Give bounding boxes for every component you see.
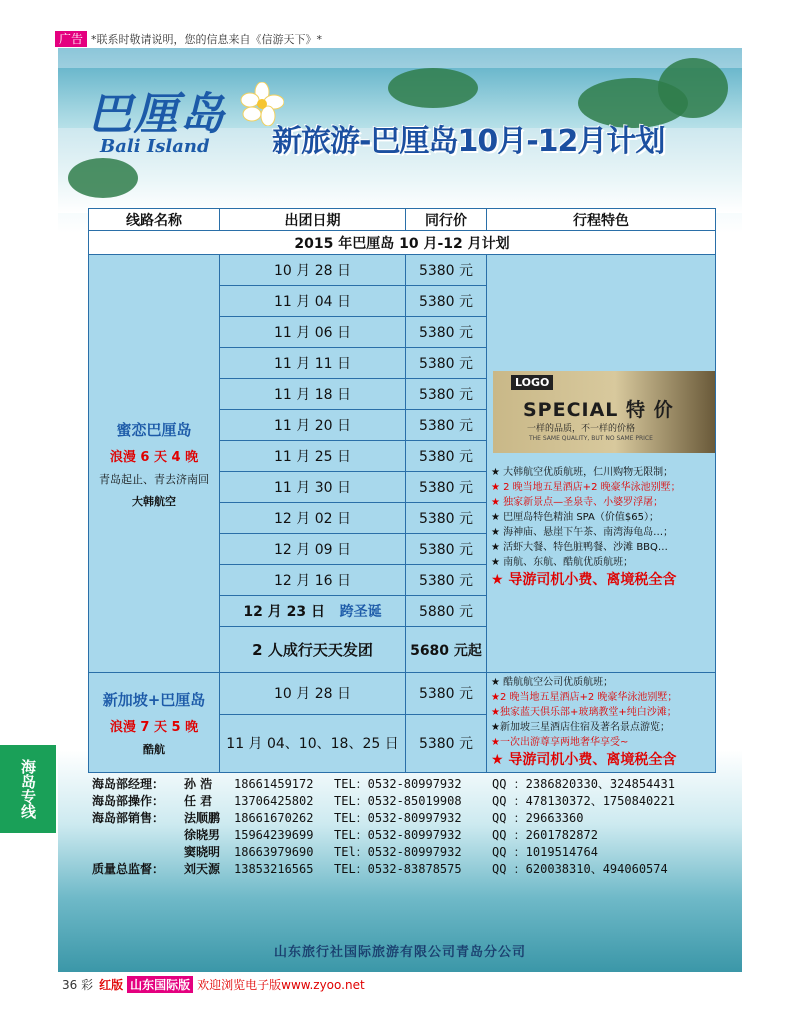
- contact-mobile: 18661670262: [234, 811, 314, 825]
- route-name: 蜜恋巴厘岛: [116, 420, 192, 439]
- tour-price: 5380 元: [406, 472, 487, 503]
- tour-price: 5380 元: [406, 348, 487, 379]
- tour-date: 12 月 16 日: [220, 565, 406, 596]
- feature-highlight: ★ 导游司机小费、离境税全含: [491, 752, 677, 768]
- christmas-label: 跨圣诞: [339, 604, 382, 620]
- palm-tree-icon: [388, 68, 478, 108]
- contact-tel: TEL：0532-80997932: [334, 828, 462, 842]
- tour-price: 5380 元: [406, 714, 487, 772]
- contact-qq: QQ ：2601782872: [492, 828, 598, 842]
- route-cell-singapore: [89, 673, 220, 773]
- feature-item: ★ 2 晚当地五星酒店+2 晚豪华泳池别墅；: [491, 482, 681, 493]
- contact-tel: TEL：0532-83878575: [334, 862, 462, 876]
- contact-row: [92, 844, 712, 861]
- special-slogan: 一样的品质，不一样的价格: [527, 424, 636, 434]
- contact-qq: QQ ：29663360: [492, 811, 584, 825]
- contact-role: [92, 827, 184, 844]
- ad-note: *联系时敬请说明，您的信息来自《信游天下》*: [91, 33, 323, 46]
- tour-date-christmas: [220, 596, 406, 627]
- feature-list: [491, 675, 711, 770]
- contact-qq: QQ ：1019514764: [492, 845, 598, 859]
- contact-row: [92, 827, 712, 844]
- tour-price: 5380 元: [406, 286, 487, 317]
- table-row: [89, 673, 716, 715]
- tour-price: 5380 元: [406, 410, 487, 441]
- palm-tree-icon: [658, 58, 728, 118]
- feature-item: ★一次出游尊享两地奢华享受~: [491, 737, 629, 748]
- contact-name: 任 君: [184, 794, 213, 808]
- contact-role: 海岛部操作：: [92, 794, 165, 808]
- contact-tel: TEl：0532-80997932: [334, 845, 462, 859]
- contact-mobile: 18663979690: [234, 845, 314, 859]
- feature-item: ★独家蓝天俱乐部+玻璃教堂+纯白沙滩；: [491, 707, 677, 718]
- contact-mobile: 13853216565: [234, 862, 314, 876]
- route-cell-bali: [89, 255, 220, 673]
- page-title: 新旅游-巴厘岛10月-12月计划: [272, 124, 665, 159]
- contact-role: 海岛部经理：: [92, 777, 165, 791]
- contact-qq: QQ ：620038310、494060574: [492, 862, 668, 876]
- plan-title: 2015 年巴厘岛 10 月-12 月计划: [89, 231, 716, 255]
- col-price: 同行价: [406, 209, 487, 231]
- contact-row: [92, 776, 712, 793]
- page-footer: [62, 976, 365, 993]
- tour-price: 5380 元: [406, 317, 487, 348]
- contact-tel: TEL：0532-80997932: [334, 811, 462, 825]
- contact-list: [92, 776, 712, 878]
- ad-tag: 广告: [55, 31, 87, 47]
- route-departure: 青岛起止、青去济南回: [99, 472, 209, 486]
- tour-date: 10 月 28 日: [220, 255, 406, 286]
- logo-en: Bali Island: [100, 136, 210, 157]
- feature-item: ★新加坡三星酒店住宿及著名景点游览；: [491, 722, 670, 733]
- tour-date: 11 月 06 日: [220, 317, 406, 348]
- tour-date: 11 月 20 日: [220, 410, 406, 441]
- route-duration: 浪漫 7 天 5 晚: [109, 719, 199, 735]
- contact-name: 窦晓明: [184, 845, 221, 859]
- special-price-banner: [493, 371, 715, 453]
- contact-role: 质量总监督：: [92, 862, 165, 876]
- contact-row: [92, 810, 712, 827]
- col-route: 线路名称: [89, 209, 220, 231]
- tour-price: 5380 元: [406, 534, 487, 565]
- contact-name: 徐晓男: [184, 828, 221, 842]
- tour-date: 12 月 02 日: [220, 503, 406, 534]
- group-price: 5680 元起: [406, 627, 487, 673]
- special-slogan-en: THE SAME QUALITY, BUT NO SAME PRICE: [529, 435, 653, 442]
- tour-date: 12 月 23 日: [243, 604, 325, 620]
- contact-tel: TEL：0532-80997932: [334, 777, 462, 791]
- tour-price: 5380 元: [406, 379, 487, 410]
- tour-date: 11 月 04、10、18、25 日: [220, 714, 406, 772]
- tour-price: 5380 元: [406, 673, 487, 715]
- tour-price: 5380 元: [406, 565, 487, 596]
- feature-item: ★ 巴厘岛特色精油 SPA（价值$65）；: [491, 512, 659, 523]
- feature-item: ★2 晚当地五星酒店+2 晚豪华泳池别墅；: [491, 692, 678, 703]
- contact-mobile: 13706425802: [234, 794, 314, 808]
- route-airline: 酷航: [143, 742, 165, 756]
- tour-price: 5380 元: [406, 255, 487, 286]
- special-title: SPECIAL 特 价: [523, 399, 674, 421]
- tour-date: 12 月 09 日: [220, 534, 406, 565]
- feature-item: ★ 独家新景点—圣泉寺、小婆罗浮屠；: [491, 497, 664, 508]
- feature-item: ★ 南航、东航、酷航优质航班；: [491, 557, 634, 568]
- contact-mobile: 18661459172: [234, 777, 314, 791]
- feature-item: ★ 酷航航空公司优质航班；: [491, 677, 614, 688]
- feature-highlight: ★ 导游司机小费、离境税全含: [491, 572, 677, 588]
- feature-item: ★ 活虾大餐、特色脏鸭餐、沙滩 BBQ…: [491, 542, 668, 553]
- contact-mobile: 15964239699: [234, 828, 314, 842]
- tour-price: 5380 元: [406, 441, 487, 472]
- side-tab: [0, 745, 56, 833]
- contact-qq: QQ ：478130372、1750840221: [492, 794, 675, 808]
- plan-title-row: [89, 231, 716, 255]
- col-date: 出团日期: [220, 209, 406, 231]
- col-features: 行程特色: [487, 209, 716, 231]
- publisher-label: 山东国际版: [127, 976, 193, 993]
- contact-row: [92, 861, 712, 878]
- tour-date: 11 月 04 日: [220, 286, 406, 317]
- bali-logo: [88, 78, 226, 157]
- website-link[interactable]: 欢迎浏览电子版www.zyoo.net: [197, 978, 365, 992]
- feature-item: ★ 大韩航空优质航班，仁川购物无限制；: [491, 467, 674, 478]
- table-row: [89, 255, 716, 286]
- tour-date: 10 月 28 日: [220, 673, 406, 715]
- group-label: 2 人成行天天发团: [220, 627, 406, 673]
- special-logo: LOGO: [511, 375, 553, 390]
- feature-list: [491, 465, 711, 590]
- features-cell-singapore: [487, 673, 716, 773]
- side-tab-label: 海岛专线: [19, 759, 37, 819]
- edition-label: 红版: [99, 978, 124, 992]
- ad-bar: [55, 30, 322, 48]
- contact-name: 刘天源: [184, 862, 221, 876]
- tour-date: 11 月 18 日: [220, 379, 406, 410]
- tour-price: 5380 元: [406, 503, 487, 534]
- contact-name: 孙 浩: [184, 777, 213, 791]
- contact-role: 海岛部销售：: [92, 811, 165, 825]
- contact-role: [92, 844, 184, 861]
- contact-row: [92, 793, 712, 810]
- contact-name: 法顺鹏: [184, 811, 221, 825]
- page-number: 36 彩: [62, 978, 94, 992]
- tour-price: 5880 元: [406, 596, 487, 627]
- route-name: 新加坡+巴厘岛: [102, 690, 206, 709]
- route-duration: 浪漫 6 天 4 晚: [109, 449, 199, 465]
- contact-tel: TEL：0532-85019908: [334, 794, 462, 808]
- palm-tree-icon: [68, 158, 138, 198]
- table-header-row: [89, 209, 716, 231]
- route-airline: 大韩航空: [132, 494, 176, 508]
- company-name: 山东旅行社国际旅游有限公司青岛分公司: [273, 945, 526, 960]
- itinerary-table: [88, 208, 716, 773]
- tour-date: 11 月 30 日: [220, 472, 406, 503]
- tour-date: 11 月 11 日: [220, 348, 406, 379]
- features-cell-bali: [487, 255, 716, 673]
- feature-item: ★ 海神庙、悬崖下午茶、南湾海龟岛…；: [491, 527, 674, 538]
- tour-date: 11 月 25 日: [220, 441, 406, 472]
- logo-cn: 巴厘岛: [88, 89, 226, 140]
- contact-qq: QQ ：2386820330、324854431: [492, 777, 675, 791]
